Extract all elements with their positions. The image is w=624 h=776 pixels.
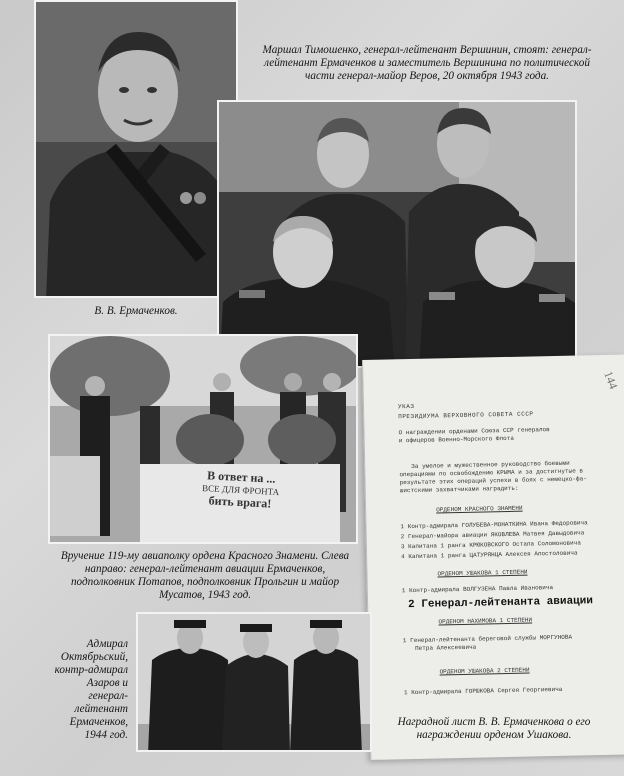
doc-section-1: ОРДЕНОМ КРАСНОГО ЗНАМЕНИ <box>436 504 523 514</box>
caption-ceremony: Вручение 119-му авиаполку ордена Красного Знамени. Слева направо: генерал-лейтенант авиации Ермаченков, подполковник Потапов, подполковник Прольгин и майор Мусатов, 1943 год. <box>60 550 350 601</box>
ceremony-photo <box>48 334 358 544</box>
caption-group-photo: Маршал Тимошенко, генерал-лейтенант Вершинин, стоят: генерал-лейтенант Ермаченков и заместитель Вершинина по политической части генерал-майор Веров, 20 октября 1943 года. <box>262 44 592 82</box>
doc-subtitle: ПРЕЗИДИУМА ВЕРХОВНОГО СОВЕТА СССР <box>398 410 534 421</box>
doc-item-2: 2 Генерал-майора авиации ЯКОВЛЕВА Матвея Давыдовича <box>400 529 585 541</box>
caption-award-sheet: Наградной лист В. В. Ермаченкова о его награждении орденом Ушакова. <box>397 716 591 741</box>
doc-section-4: ОРДЕНОМ УШАКОВА 2 СТЕПЕНИ <box>439 666 530 676</box>
banner-line-1: В ответ на ... <box>206 468 276 486</box>
doc-section-2: ОРДЕНОМ УШАКОВА 1 СТЕПЕНИ <box>437 568 528 578</box>
doc-body-2: операциями по освобождению КРЫМА и за достигнутые в <box>399 467 584 479</box>
doc-item-3: 3 Капитана 1 ранга КРЮКОВСКОГО Остапа Соломоновича <box>400 539 581 551</box>
doc-title: УКАЗ <box>397 402 415 411</box>
page-number: 144 <box>601 369 621 392</box>
caption-portrait: В. В. Ермаченков. <box>94 305 178 317</box>
doc-item-1: 1 Контр-адмирала ГОЛУБЕВА-МОНАТКИНА Ивана Федоровича <box>400 519 588 531</box>
doc-item-4: 4 Капитана 1 ранга ЦАТУРЯНЦА Алексея Апостоловича <box>401 549 578 561</box>
banner-line-2: ВСЕ ДЛЯ ФРОНТА <box>201 483 280 498</box>
portrait-figure <box>36 2 238 298</box>
group-figures <box>219 102 577 368</box>
doc-item-6b: Петра Алексеевича <box>414 643 477 652</box>
award-document <box>362 354 624 759</box>
group-photo <box>217 100 577 368</box>
doc-intro-1: О награждении орденами Союза ССР генералов <box>398 426 550 437</box>
caption-admirals: Адмирал Октябрьский, контр-адмирал Азаров и генерал-лейтенант Ермаченков, 1944 год. <box>54 638 128 741</box>
doc-item-7: 1 Контр-адмирала ГОРШКОВА Сергея Георгиевича <box>403 685 563 697</box>
doc-body-3: результате этих операций успехи в боях с немецко-фа- <box>399 475 587 487</box>
doc-section-3: ОРДЕНОМ НАХИМОВА 1 СТЕПЕНИ <box>438 616 533 626</box>
portrait-photo <box>34 0 238 298</box>
doc-body-1: За умелое и мужественное руководство боевыми <box>411 459 570 470</box>
banner-line-3: бить врага! <box>208 493 272 511</box>
doc-body-4: шистскими захватчиками наградить: <box>399 484 519 495</box>
banner <box>144 465 335 541</box>
admirals-figures <box>138 614 372 752</box>
doc-handwritten-line: 2 Генерал-лейтенанта авиации <box>408 595 594 612</box>
doc-item-6: 1 Генерал-лейтенанта береговой службы МОРГУНОВА <box>402 633 573 645</box>
doc-intro-2: и офицеров Военно-Морского Флота <box>398 434 514 445</box>
doc-item-5: 1 Контр-адмирала ВОЛГУЗЕНА Павла Ивановича <box>401 584 554 595</box>
admirals-photo <box>136 612 372 752</box>
